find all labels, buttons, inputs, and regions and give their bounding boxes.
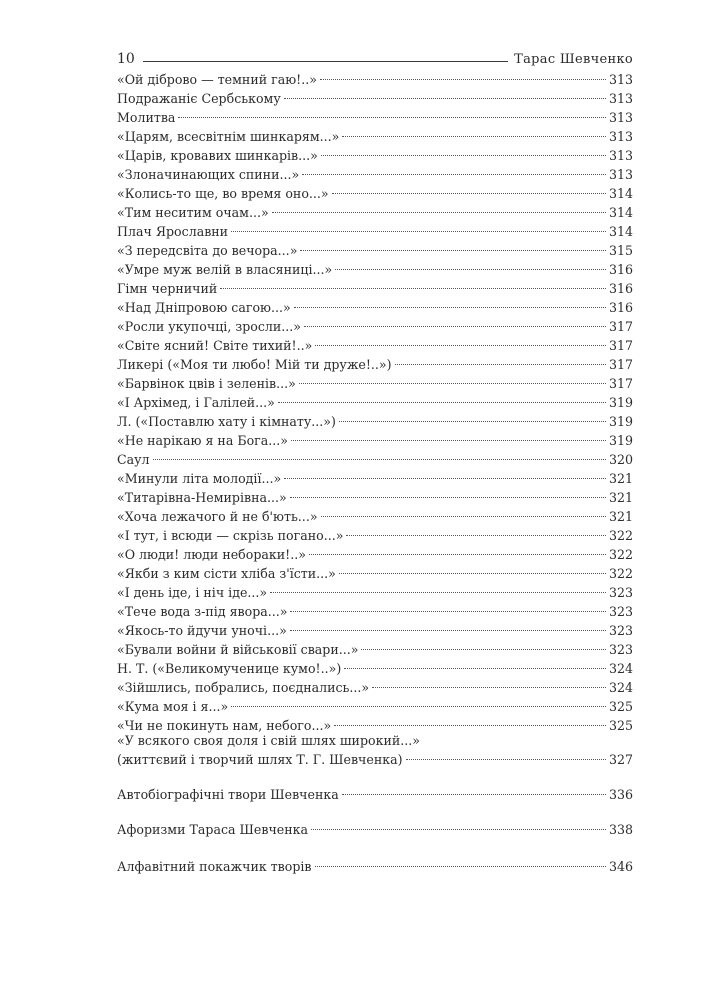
dot-leader bbox=[270, 592, 606, 593]
toc-entry-page: 322 bbox=[608, 528, 633, 543]
toc-entry-title: «Ой діброво — темний гаю!..» bbox=[117, 72, 317, 87]
toc-entry-title: «Хоча лежачого й не б'ють...» bbox=[117, 509, 318, 524]
toc-entry-title: Саул bbox=[117, 452, 150, 467]
dot-leader bbox=[294, 307, 606, 308]
toc-entry-title: Л. («Поставлю хату і кімнату...») bbox=[117, 414, 336, 429]
toc-entry-title: «Царям, всесвітнім шинкарям...» bbox=[117, 129, 340, 144]
page-header bbox=[117, 44, 633, 66]
dot-leader bbox=[334, 725, 606, 726]
toc-entry-title: «Минули літа молодії...» bbox=[117, 471, 282, 486]
toc-entry bbox=[117, 640, 633, 659]
dot-leader bbox=[290, 630, 606, 631]
header-rule bbox=[143, 61, 508, 62]
toc-section-title-line: «У всякого своя доля і свій шлях широкий...» bbox=[117, 733, 420, 748]
toc-entry-page: 322 bbox=[608, 547, 633, 562]
dot-leader bbox=[339, 573, 606, 574]
toc-entry bbox=[117, 108, 633, 127]
toc-entry-page: 313 bbox=[608, 72, 633, 87]
dot-leader bbox=[278, 402, 606, 403]
dot-leader bbox=[272, 212, 606, 213]
toc-section-index bbox=[117, 857, 633, 876]
dot-leader bbox=[300, 250, 606, 251]
toc-entry-title: «Росли укупочці, зросли...» bbox=[117, 319, 302, 334]
toc-entry bbox=[117, 507, 633, 526]
toc-entry bbox=[117, 488, 633, 507]
toc-entry-title: Ликері («Моя ти любо! Мій ти друже!..») bbox=[117, 357, 392, 372]
toc-entry-title: (життєвий і творчий шлях Т. Г. Шевченка) bbox=[117, 752, 403, 767]
toc-entry-page: 314 bbox=[608, 224, 633, 239]
toc-entry-page: 313 bbox=[608, 129, 633, 144]
toc-entry-page: 346 bbox=[608, 859, 633, 874]
toc-entry bbox=[117, 298, 633, 317]
toc-entry-title: «Світе ясний! Світе тихий!..» bbox=[117, 338, 313, 353]
dot-leader bbox=[339, 421, 606, 422]
toc-entry bbox=[117, 659, 633, 678]
toc-entry-title: «Злоначинающих спини...» bbox=[117, 167, 300, 182]
toc-entry-title: «Барвінок цвів і зеленів...» bbox=[117, 376, 296, 391]
toc-entry bbox=[117, 222, 633, 241]
toc-entry-title: Подражаніє Сербському bbox=[117, 91, 281, 106]
toc-entry-page: 325 bbox=[608, 699, 633, 714]
toc-entry-page: 323 bbox=[608, 623, 633, 638]
toc-entry bbox=[117, 526, 633, 545]
toc-entry-title: «Тече вода з-під явора...» bbox=[117, 604, 288, 619]
toc-entry-page: 314 bbox=[608, 186, 633, 201]
toc-entry-page: 323 bbox=[608, 642, 633, 657]
toc-entry bbox=[117, 184, 633, 203]
dot-leader bbox=[320, 79, 606, 80]
toc-entry bbox=[117, 785, 633, 804]
toc-entry-title: «Над Дніпровою сагою...» bbox=[117, 300, 291, 315]
toc-entry-page: 314 bbox=[608, 205, 633, 220]
toc-entry-title: «Колись-то ще, во время оно...» bbox=[117, 186, 329, 201]
toc-entry bbox=[117, 146, 633, 165]
toc-entry bbox=[117, 393, 633, 412]
toc-entry bbox=[117, 678, 633, 697]
dot-leader bbox=[304, 326, 606, 327]
toc-entry bbox=[117, 621, 633, 640]
toc-entry-title: Плач Ярославни bbox=[117, 224, 229, 239]
dot-leader bbox=[231, 231, 606, 232]
dot-leader bbox=[372, 687, 606, 688]
toc-entry-page: 319 bbox=[608, 395, 633, 410]
toc-entry-page: 313 bbox=[608, 91, 633, 106]
toc-entry-title: «І день іде, і ніч іде...» bbox=[117, 585, 268, 600]
toc-entry bbox=[117, 469, 633, 488]
toc-entry-page: 317 bbox=[608, 338, 633, 353]
toc-entry-page: 321 bbox=[608, 490, 633, 505]
toc-entry-page: 321 bbox=[608, 509, 633, 524]
toc-entry bbox=[117, 374, 633, 393]
dot-leader bbox=[302, 174, 606, 175]
toc-entry-page: 323 bbox=[608, 604, 633, 619]
toc-entry-title: «І Архімед, і Галілей...» bbox=[117, 395, 275, 410]
toc-entry-title: «І тут, і всюди — скрізь погано...» bbox=[117, 528, 344, 543]
toc-entry-page: 313 bbox=[608, 167, 633, 182]
toc-entry bbox=[117, 241, 633, 260]
dot-leader bbox=[284, 478, 606, 479]
toc-entry-page: 324 bbox=[608, 680, 633, 695]
toc-entry-title: «Чи не покинуть нам, небого...» bbox=[117, 718, 332, 733]
dot-leader bbox=[321, 516, 606, 517]
toc-entry bbox=[117, 697, 633, 716]
toc-entry-page: 319 bbox=[608, 433, 633, 448]
toc-entry bbox=[117, 336, 633, 355]
dot-leader bbox=[284, 98, 606, 99]
toc-entry bbox=[117, 750, 633, 769]
toc-entry-page: 316 bbox=[608, 300, 633, 315]
dot-leader bbox=[344, 668, 606, 669]
toc-entry-title: «Зійшлись, побрались, поєднались...» bbox=[117, 680, 370, 695]
toc-entry-page: 323 bbox=[608, 585, 633, 600]
page-number: 10 bbox=[117, 51, 135, 67]
toc-entry bbox=[117, 450, 633, 469]
toc-entry-title: «Царів, кровавих шинкарів...» bbox=[117, 148, 318, 163]
toc-entry bbox=[117, 431, 633, 450]
table-of-contents bbox=[117, 70, 633, 735]
toc-entry bbox=[117, 89, 633, 108]
dot-leader bbox=[153, 459, 606, 460]
toc-entry-title: «Титарівна-Немирівна...» bbox=[117, 490, 287, 505]
toc-entry-title: «Бували войни й військовії свари...» bbox=[117, 642, 359, 657]
toc-entry-page: 317 bbox=[608, 319, 633, 334]
toc-entry bbox=[117, 583, 633, 602]
toc-entry-page: 316 bbox=[608, 281, 633, 296]
dot-leader bbox=[311, 829, 606, 830]
toc-entry bbox=[117, 820, 633, 839]
toc-entry-title: Молитва bbox=[117, 110, 176, 125]
toc-entry bbox=[117, 317, 633, 336]
toc-entry-page: 324 bbox=[608, 661, 633, 676]
toc-entry bbox=[117, 412, 633, 431]
dot-leader bbox=[231, 706, 606, 707]
toc-entry-page: 316 bbox=[608, 262, 633, 277]
dot-leader bbox=[346, 535, 606, 536]
toc-entry bbox=[117, 857, 633, 876]
toc-entry-page: 320 bbox=[608, 452, 633, 467]
dot-leader bbox=[309, 554, 606, 555]
dot-leader bbox=[290, 611, 605, 612]
toc-entry-page: 325 bbox=[608, 718, 633, 733]
toc-entry-title: Н. Т. («Великомученице кумо!..») bbox=[117, 661, 342, 676]
toc-entry-page: 317 bbox=[608, 357, 633, 372]
dot-leader bbox=[315, 345, 606, 346]
toc-entry-title: Афоризми Тараса Шевченка bbox=[117, 822, 309, 837]
toc-entry-page: 315 bbox=[608, 243, 633, 258]
toc-entry-page: 313 bbox=[608, 148, 633, 163]
toc-entry bbox=[117, 70, 633, 89]
dot-leader bbox=[299, 383, 606, 384]
toc-entry-title: «Тим неситим очам...» bbox=[117, 205, 269, 220]
dot-leader bbox=[395, 364, 606, 365]
toc-entry-page: 322 bbox=[608, 566, 633, 581]
dot-leader bbox=[290, 497, 606, 498]
toc-entry-page: 313 bbox=[608, 110, 633, 125]
dot-leader bbox=[361, 649, 605, 650]
toc-entry bbox=[117, 260, 633, 279]
toc-entry bbox=[117, 602, 633, 621]
dot-leader bbox=[315, 866, 606, 867]
toc-entry-page: 319 bbox=[608, 414, 633, 429]
running-title: Тарас Шевченко bbox=[514, 52, 633, 67]
dot-leader bbox=[342, 794, 606, 795]
toc-section-biography bbox=[117, 731, 633, 769]
toc-section-autobiographical bbox=[117, 785, 633, 804]
dot-leader bbox=[291, 440, 606, 441]
dot-leader bbox=[406, 759, 606, 760]
dot-leader bbox=[321, 155, 606, 156]
toc-entry bbox=[117, 279, 633, 298]
toc-entry-title: Гімн черничий bbox=[117, 281, 218, 296]
dot-leader bbox=[178, 117, 606, 118]
toc-entry-page: 317 bbox=[608, 376, 633, 391]
dot-leader bbox=[220, 288, 606, 289]
toc-entry-title: «Умре муж велій в власяниці...» bbox=[117, 262, 333, 277]
dot-leader bbox=[332, 193, 606, 194]
toc-entry bbox=[117, 165, 633, 184]
dot-leader bbox=[335, 269, 606, 270]
toc-entry bbox=[117, 203, 633, 222]
toc-entry-page: 338 bbox=[608, 822, 633, 837]
toc-entry-title: «Не нарікаю я на Бога...» bbox=[117, 433, 288, 448]
toc-entry-title: Автобіографічні твори Шевченка bbox=[117, 787, 339, 802]
toc-entry-title: «З передсвіта до вечора...» bbox=[117, 243, 298, 258]
toc-entry bbox=[117, 545, 633, 564]
dot-leader bbox=[342, 136, 606, 137]
toc-entry-title: «Кума моя і я...» bbox=[117, 699, 229, 714]
toc-entry-page: 327 bbox=[608, 752, 633, 767]
toc-section-aphorisms bbox=[117, 820, 633, 839]
toc-entry bbox=[117, 564, 633, 583]
toc-entry-title: «Якось-то йдучи уночі...» bbox=[117, 623, 287, 638]
toc-entry-page: 321 bbox=[608, 471, 633, 486]
toc-entry-title: «Якби з ким сісти хліба з'їсти...» bbox=[117, 566, 336, 581]
toc-entry-page: 336 bbox=[608, 787, 633, 802]
toc-entry-title: Алфавітний покажчик творів bbox=[117, 859, 312, 874]
toc-entry bbox=[117, 355, 633, 374]
toc-entry-title: «О люди! люди небораки!..» bbox=[117, 547, 306, 562]
toc-entry bbox=[117, 127, 633, 146]
